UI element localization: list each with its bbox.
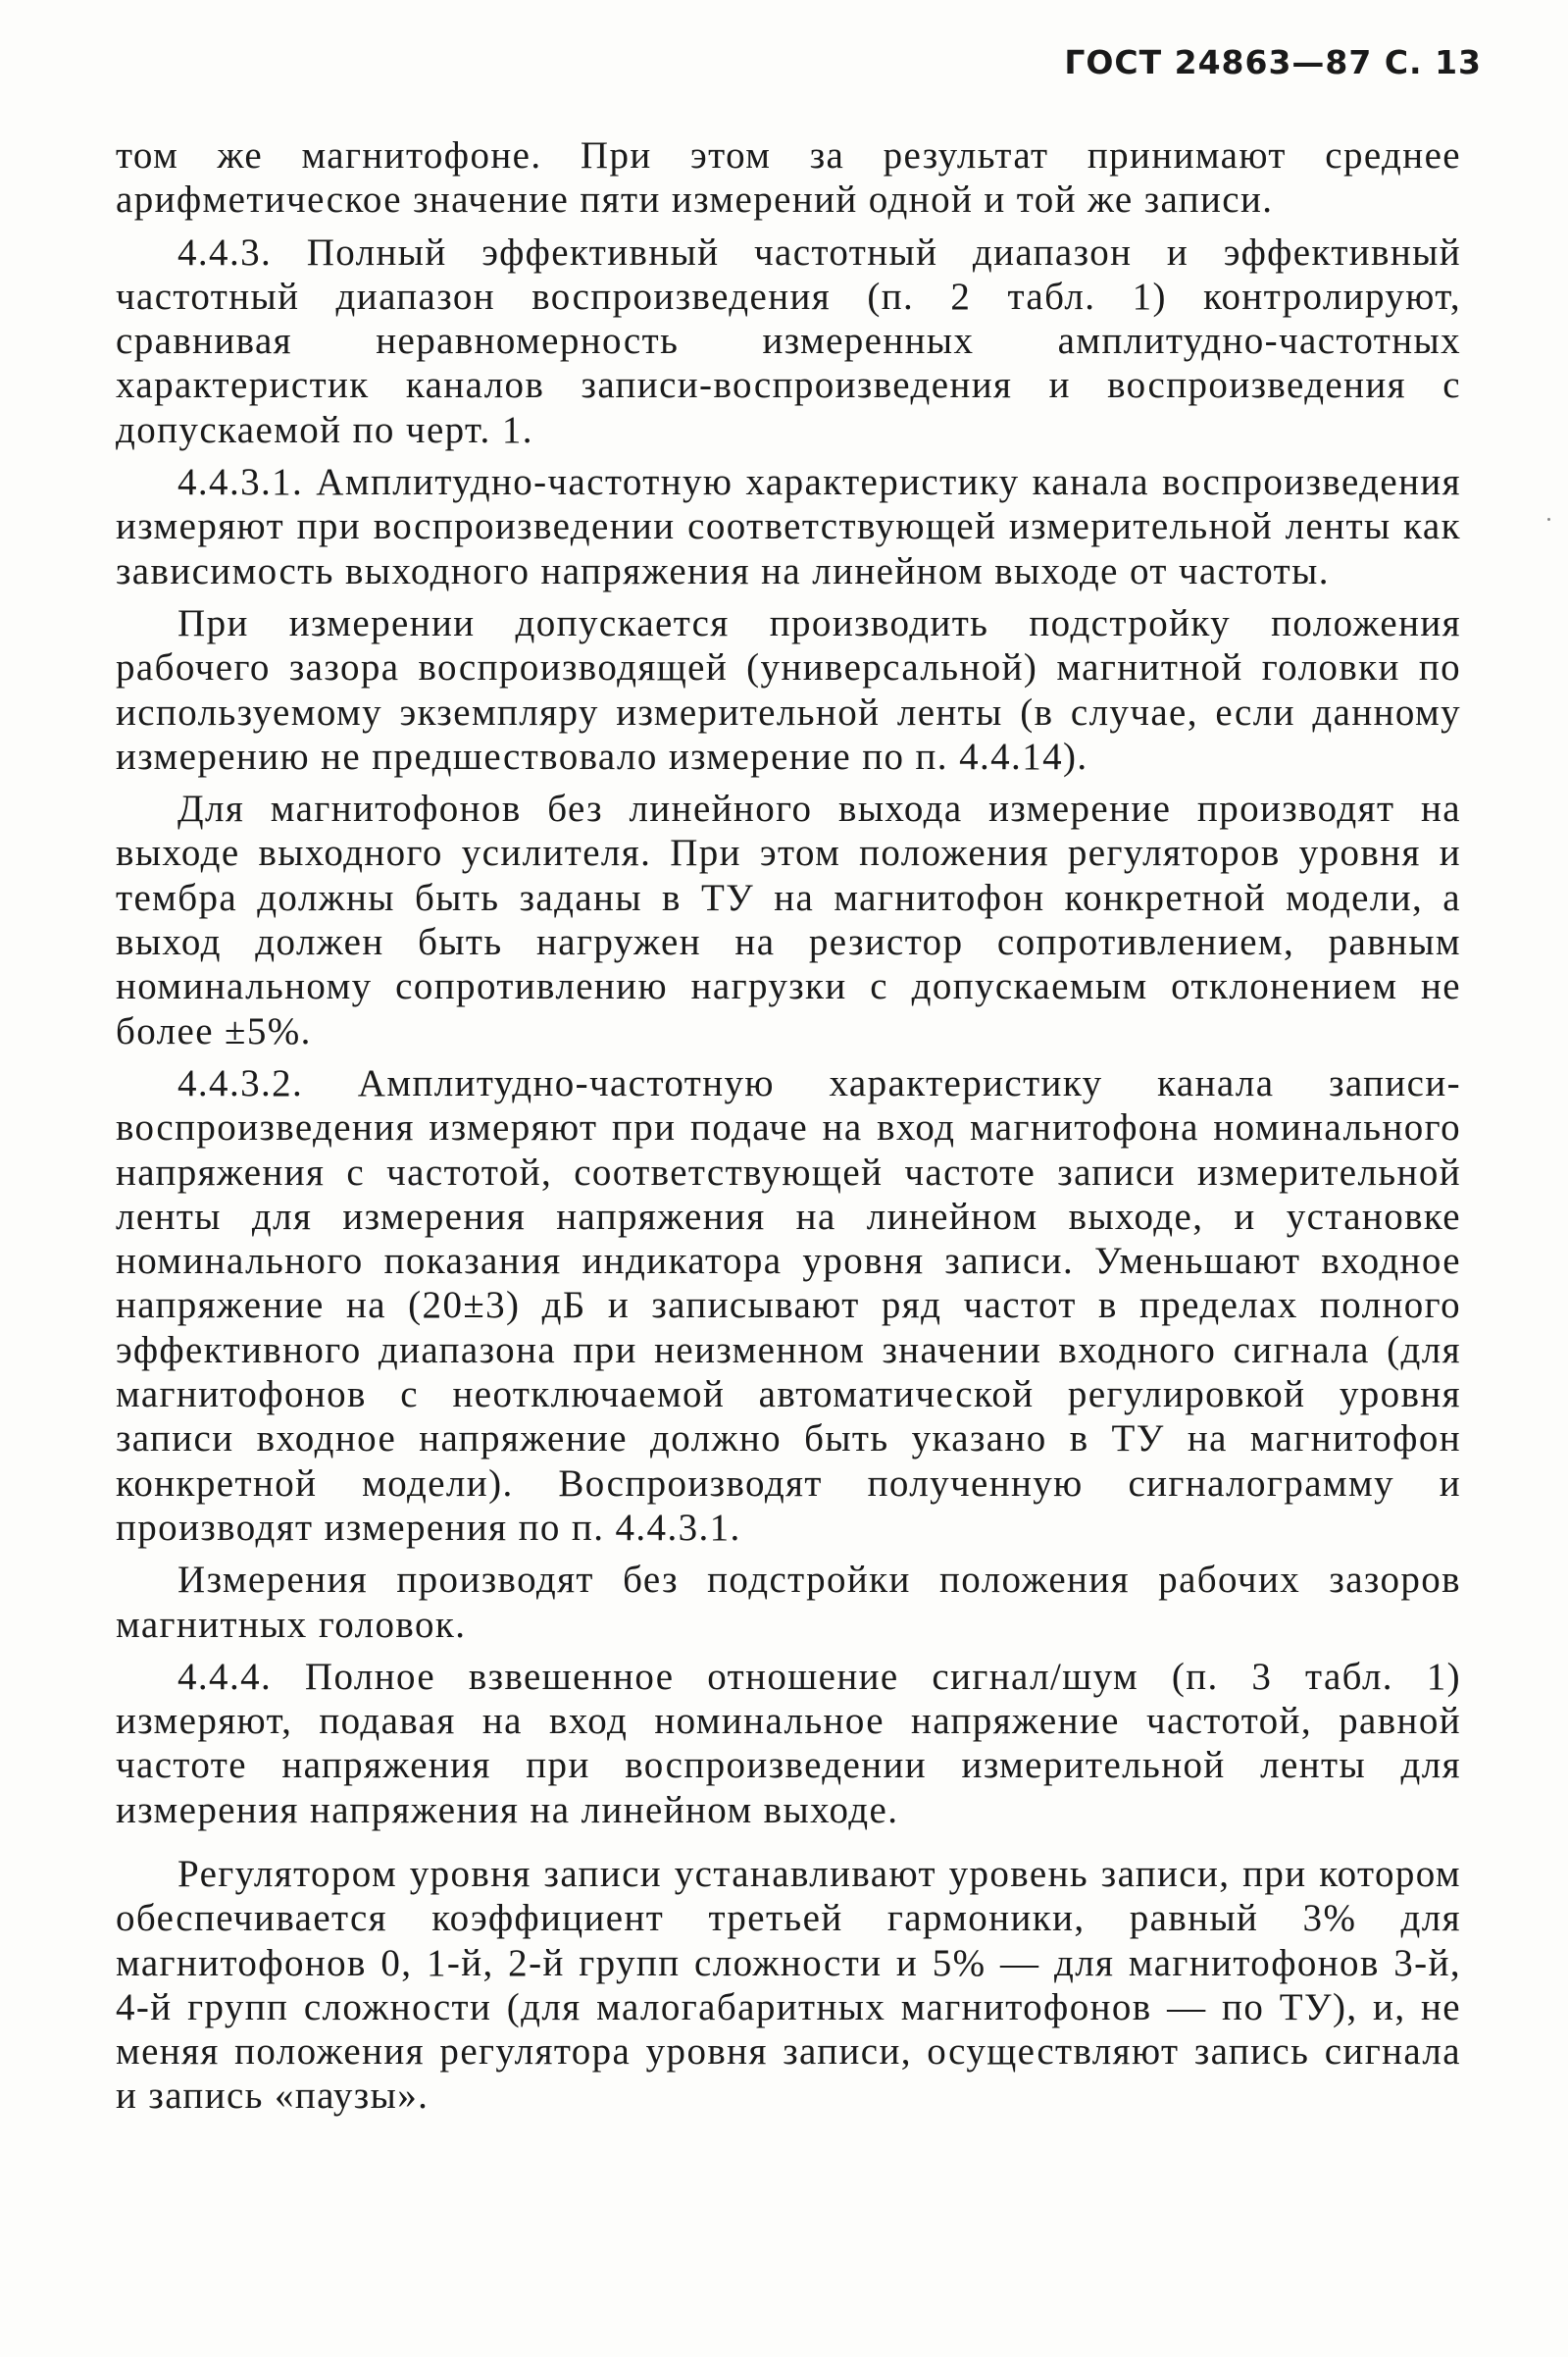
document-body [116,133,1461,2126]
paragraph-4-4-4: 4.4.4. Полное взвешенное отношение сигнал/шум (п. 3 табл. 1) измеряют, подавая на вход номинальное напряжение частотой, равной частоте напряжения при воспроизведении измерительной ленты для измерения напряжения на линейном выходе. [116,1655,1461,1831]
paragraph-4-4-3-1: 4.4.3.1. Амплитудно-частотную характеристику канала воспроизведения измеряют при воспроизведении соответствующей измерительной ленты как зависимость выходного напряжения на линейном выходе от частоты. [116,461,1461,592]
paragraph-4-4-3-2: 4.4.3.2. Амплитудно-частотную характеристику канала записи-воспроизведения измеряют при подаче на вход магнитофона номинального напряжения с частотой, соответствующей частоте записи измерительной ленты для измерения напряжения на линейном выходе, и установке номинального показания индикатора уровня записи. Уменьшают входное напряжение на (20±3) дБ и записывают ряд частот в пределах полного эффективного диапазона при неизменном значении входного сигнала (для магнитофонов с неотключаемой автоматической регулировкой уровня записи входное напряжение должно быть указано в ТУ на магнитофон конкретной модели). Воспроизводят полученную сигналограмму и производят измерения по п. 4.4.3.1. [116,1061,1461,1549]
paragraph-no-gap-adjustment: Измерения производят без подстройки положения рабочих зазоров магнитных головок. [116,1559,1461,1646]
paragraph-no-line-output: Для магнитофонов без линейного выхода измерение производят на выходе выходного усилителя. При этом положения регуляторов уровня и тембра должны быть заданы в ТУ на магнитофон конкретной модели, а выход должен быть нагружен на резистор сопротивлением, равным номинальному сопротивлению нагрузки с допускаемым отклонением не более ±5%. [116,788,1461,1052]
paragraph-adjustment-note: При измерении допускается производить подстройку положения рабочего зазора воспроизводящей (универсальной) магнитной головки по используемому экземпляру измерительной ленты (в случае, если данному измерению не предшествовало измерение по п. 4.4.14). [116,601,1461,778]
paragraph-4-4-3: 4.4.3. Полный эффективный частотный диапазон и эффективный частотный диапазон воспроизведения (п. 2 табл. 1) контролируют, сравнивая неравномерность измеренных амплитудно-частотных характеристик каналов записи-воспроизведения и воспроизведения с допускаемой по черт. 1. [116,231,1461,451]
paragraph-continuation: том же магнитофоне. При этом за результат принимают среднее арифметическое значение пяти измерений одной и той же записи. [116,134,1461,222]
running-header: ГОСТ 24863—87 С. 13 [1064,43,1482,81]
paragraph-record-level: Регулятором уровня записи устанавливают уровень записи, при котором обеспечивается коэффициент третьей гармоники, равный 3% для магнитофонов 0, 1-й, 2-й групп сложности и 5% — для магнитофонов 3-й, 4-й групп сложности (для малогабаритных магнитофонов — по ТУ), и, не меняя положения регулятора уровня записи, осуществляют запись сигнала и запись «паузы». [116,1852,1461,2118]
scan-speck [1547,518,1550,521]
